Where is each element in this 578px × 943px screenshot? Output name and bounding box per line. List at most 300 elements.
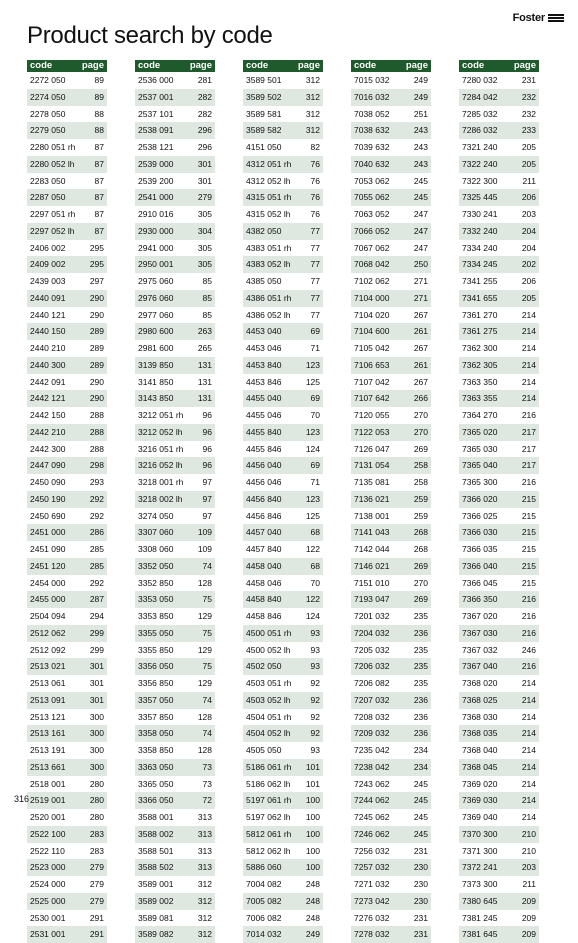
table-row bbox=[351, 826, 431, 843]
product-code: 4151 050 bbox=[246, 142, 282, 152]
product-code: 7278 032 bbox=[354, 929, 390, 940]
table-row bbox=[243, 826, 323, 843]
table-row bbox=[351, 776, 431, 793]
page-reference: 100 bbox=[305, 812, 320, 822]
product-code: 3218 001 rh bbox=[138, 477, 184, 487]
table-row bbox=[27, 139, 107, 156]
product-code: 4315 052 lh bbox=[246, 209, 291, 219]
page-reference: 297 bbox=[89, 276, 104, 286]
table-row bbox=[27, 223, 107, 240]
product-code: 7244 062 bbox=[354, 795, 390, 806]
page-reference: 69 bbox=[310, 326, 320, 337]
table-row bbox=[135, 307, 215, 324]
product-code: 3356 850 bbox=[138, 678, 174, 688]
table-row bbox=[459, 407, 539, 424]
table-row bbox=[243, 859, 323, 876]
product-code: 3588 501 bbox=[138, 845, 174, 856]
page-reference: 71 bbox=[310, 343, 320, 353]
table-row bbox=[459, 106, 539, 123]
table-row bbox=[243, 256, 323, 273]
table-row bbox=[135, 843, 215, 860]
page-reference: 204 bbox=[521, 242, 536, 253]
table-row bbox=[135, 106, 215, 123]
product-code: 2524 000 bbox=[30, 879, 66, 889]
table-row bbox=[351, 725, 431, 742]
table-row bbox=[351, 223, 431, 240]
page-reference: 289 bbox=[89, 359, 104, 370]
page-reference: 289 bbox=[89, 326, 104, 337]
table-row bbox=[135, 742, 215, 759]
page-reference: 214 bbox=[521, 393, 536, 404]
page-reference: 268 bbox=[413, 527, 428, 538]
page-reference: 245 bbox=[413, 175, 428, 186]
product-code: 3355 050 bbox=[138, 627, 174, 638]
product-code: 4455 040 bbox=[246, 393, 282, 404]
table-row bbox=[135, 122, 215, 139]
product-code: 3141 850 bbox=[138, 376, 174, 387]
table-row bbox=[243, 374, 323, 391]
page-reference: 82 bbox=[310, 142, 320, 152]
product-code: 4315 051 rh bbox=[246, 192, 292, 203]
product-code: 3363 050 bbox=[138, 761, 174, 772]
page-reference: 304 bbox=[197, 225, 212, 236]
table-row bbox=[243, 642, 323, 659]
table-row bbox=[135, 524, 215, 541]
page-reference: 93 bbox=[310, 644, 320, 655]
table-row bbox=[459, 307, 539, 324]
table-row bbox=[351, 524, 431, 541]
page-reference: 123 bbox=[305, 426, 320, 437]
table-row bbox=[135, 926, 215, 943]
product-code: 2910 016 bbox=[138, 209, 174, 219]
table-row bbox=[135, 357, 215, 374]
product-code: 7363 355 bbox=[462, 393, 498, 404]
product-code: 7053 062 bbox=[354, 175, 390, 186]
page-reference: 109 bbox=[197, 544, 212, 554]
page-reference: 292 bbox=[89, 510, 104, 521]
page-reference: 280 bbox=[89, 778, 104, 789]
page-reference: 101 bbox=[305, 761, 320, 772]
table-row bbox=[135, 692, 215, 709]
page-reference: 232 bbox=[521, 91, 536, 102]
product-code: 7006 082 bbox=[246, 912, 282, 923]
table-row bbox=[459, 675, 539, 692]
product-code: 7014 032 bbox=[246, 929, 282, 940]
page-reference: 214 bbox=[521, 711, 536, 722]
product-code: 7366 020 bbox=[462, 493, 498, 504]
product-code: 2531 001 bbox=[30, 929, 66, 940]
product-code: 7193 047 bbox=[354, 594, 390, 605]
product-code: 7330 241 bbox=[462, 209, 498, 219]
page-reference: 312 bbox=[305, 125, 320, 136]
table-row bbox=[243, 742, 323, 759]
product-code: 4505 050 bbox=[246, 745, 282, 755]
product-code: 2440 121 bbox=[30, 309, 66, 320]
page-reference: 313 bbox=[197, 845, 212, 856]
table-row bbox=[351, 407, 431, 424]
table-row bbox=[27, 625, 107, 642]
product-code: 3588 001 bbox=[138, 812, 174, 822]
product-code: 2442 210 bbox=[30, 426, 66, 437]
table-row bbox=[243, 357, 323, 374]
table-row bbox=[27, 122, 107, 139]
product-code: 2520 001 bbox=[30, 812, 66, 822]
page-reference: 261 bbox=[413, 359, 428, 370]
table-row bbox=[27, 725, 107, 742]
product-code: 7135 081 bbox=[354, 477, 390, 487]
table-row bbox=[135, 474, 215, 491]
product-code: 2513 191 bbox=[30, 745, 66, 755]
page-reference: 249 bbox=[413, 91, 428, 102]
product-code: 7138 001 bbox=[354, 510, 390, 521]
product-code: 3218 002 lh bbox=[138, 493, 183, 504]
page-reference: 288 bbox=[89, 426, 104, 437]
page-reference: 125 bbox=[305, 510, 320, 521]
table-row bbox=[135, 273, 215, 290]
table-row bbox=[27, 156, 107, 173]
product-code: 2274 050 bbox=[30, 91, 66, 102]
page-reference: 96 bbox=[202, 443, 212, 454]
page-reference: 69 bbox=[310, 393, 320, 404]
table-row bbox=[135, 457, 215, 474]
page-reference: 203 bbox=[521, 209, 536, 219]
page-reference: 300 bbox=[89, 711, 104, 722]
table-row bbox=[351, 843, 431, 860]
table-row bbox=[459, 625, 539, 642]
product-code: 7038 632 bbox=[354, 125, 390, 136]
page-reference: 247 bbox=[413, 209, 428, 219]
table-row bbox=[459, 859, 539, 876]
table-row bbox=[459, 910, 539, 927]
page-reference: 312 bbox=[197, 929, 212, 940]
page-reference: 128 bbox=[197, 577, 212, 588]
page-reference: 100 bbox=[305, 845, 320, 856]
product-code: 2513 021 bbox=[30, 661, 66, 672]
table-row bbox=[351, 893, 431, 910]
page-reference: 97 bbox=[202, 477, 212, 487]
page-reference: 249 bbox=[413, 75, 428, 85]
page-reference: 214 bbox=[521, 728, 536, 739]
table-row bbox=[459, 474, 539, 491]
table-row bbox=[135, 591, 215, 608]
page-reference: 76 bbox=[310, 209, 320, 219]
product-code: 3357 050 bbox=[138, 694, 174, 705]
table-row bbox=[459, 89, 539, 106]
product-code: 2278 050 bbox=[30, 108, 66, 119]
table-row bbox=[135, 826, 215, 843]
product-code: 7368 030 bbox=[462, 711, 498, 722]
table-row bbox=[27, 290, 107, 307]
product-code: 3589 081 bbox=[138, 912, 174, 923]
product-code: 7122 053 bbox=[354, 426, 390, 437]
table-row bbox=[27, 407, 107, 424]
table-row bbox=[351, 106, 431, 123]
table-row bbox=[27, 675, 107, 692]
product-code: 3365 050 bbox=[138, 778, 174, 789]
page-reference: 243 bbox=[413, 158, 428, 169]
page-reference: 73 bbox=[202, 761, 212, 772]
page-reference: 70 bbox=[310, 577, 320, 588]
page-reference: 279 bbox=[89, 862, 104, 873]
table-row bbox=[27, 491, 107, 508]
page-reference: 209 bbox=[521, 929, 536, 940]
page-reference: 217 bbox=[521, 460, 536, 471]
page-reference: 300 bbox=[89, 745, 104, 755]
product-code: 4500 052 lh bbox=[246, 644, 291, 655]
product-code: 7104 000 bbox=[354, 292, 390, 303]
page-reference: 122 bbox=[305, 594, 320, 605]
table-row bbox=[351, 759, 431, 776]
brand-name: Foster bbox=[512, 12, 545, 24]
table-row bbox=[135, 893, 215, 910]
product-code: 4456 846 bbox=[246, 510, 282, 521]
table-row bbox=[243, 223, 323, 240]
table-row bbox=[135, 424, 215, 441]
table-row bbox=[243, 290, 323, 307]
brand-stripes-icon bbox=[548, 14, 564, 22]
page-reference: 313 bbox=[197, 828, 212, 839]
table-row bbox=[243, 893, 323, 910]
product-code: 2512 062 bbox=[30, 627, 66, 638]
table-row bbox=[243, 340, 323, 357]
page-reference: 214 bbox=[521, 376, 536, 387]
product-code: 7235 042 bbox=[354, 745, 390, 755]
table-row bbox=[351, 792, 431, 809]
page-reference: 214 bbox=[521, 309, 536, 320]
page-reference: 206 bbox=[521, 192, 536, 203]
table-row bbox=[243, 407, 323, 424]
product-code: 2440 150 bbox=[30, 326, 66, 337]
product-code: 2941 000 bbox=[138, 242, 174, 253]
product-code: 3353 850 bbox=[138, 611, 174, 621]
table-row bbox=[459, 709, 539, 726]
page-reference: 288 bbox=[89, 410, 104, 420]
product-code: 3366 050 bbox=[138, 795, 174, 806]
page-reference: 77 bbox=[310, 292, 320, 303]
table-row bbox=[459, 926, 539, 943]
product-code: 2440 300 bbox=[30, 359, 66, 370]
page-reference: 283 bbox=[89, 828, 104, 839]
page-reference: 290 bbox=[89, 376, 104, 387]
product-code: 4383 051 rh bbox=[246, 242, 292, 253]
table-row bbox=[459, 273, 539, 290]
table-row bbox=[459, 524, 539, 541]
page-reference: 92 bbox=[310, 694, 320, 705]
table-row bbox=[459, 290, 539, 307]
table-row bbox=[459, 725, 539, 742]
page-reference: 299 bbox=[89, 644, 104, 655]
page-reference: 245 bbox=[413, 795, 428, 806]
product-code: 7271 032 bbox=[354, 879, 390, 889]
table-row bbox=[243, 424, 323, 441]
product-code: 3307 060 bbox=[138, 527, 174, 538]
table-row bbox=[243, 843, 323, 860]
product-code: 7015 032 bbox=[354, 75, 390, 85]
table-row bbox=[459, 441, 539, 458]
table-row bbox=[351, 240, 431, 257]
table-row bbox=[243, 474, 323, 491]
product-code: 3358 050 bbox=[138, 728, 174, 739]
product-code: 3589 501 bbox=[246, 75, 282, 85]
product-code: 3355 850 bbox=[138, 644, 174, 655]
table-row bbox=[135, 675, 215, 692]
product-code: 2442 091 bbox=[30, 376, 66, 387]
table-row bbox=[459, 591, 539, 608]
table-row bbox=[351, 876, 431, 893]
column-header bbox=[351, 60, 431, 72]
table-row bbox=[351, 441, 431, 458]
page-reference: 301 bbox=[89, 661, 104, 672]
page-reference: 269 bbox=[413, 560, 428, 571]
table-row bbox=[135, 725, 215, 742]
product-code: 2981 600 bbox=[138, 343, 174, 353]
header-page-label: page bbox=[405, 60, 428, 71]
page-reference: 287 bbox=[89, 594, 104, 605]
page-reference: 71 bbox=[310, 477, 320, 487]
column-header bbox=[243, 60, 323, 72]
product-code: 7367 032 bbox=[462, 644, 498, 655]
page-reference: 77 bbox=[310, 276, 320, 286]
page-reference: 216 bbox=[521, 611, 536, 621]
header-page-label: page bbox=[189, 60, 212, 71]
product-code: 7104 020 bbox=[354, 309, 390, 320]
table-row bbox=[27, 776, 107, 793]
product-code: 5812 062 lh bbox=[246, 845, 291, 856]
table-row bbox=[243, 792, 323, 809]
page-reference: 301 bbox=[197, 175, 212, 186]
table-row bbox=[243, 591, 323, 608]
page-reference: 294 bbox=[89, 611, 104, 621]
product-code: 4458 840 bbox=[246, 594, 282, 605]
table-row bbox=[243, 725, 323, 742]
table-row bbox=[459, 206, 539, 223]
page-reference: 259 bbox=[413, 510, 428, 521]
column-header bbox=[459, 60, 539, 72]
table-row bbox=[243, 776, 323, 793]
page-reference: 214 bbox=[521, 326, 536, 337]
table-row bbox=[135, 859, 215, 876]
product-code: 7365 040 bbox=[462, 460, 498, 471]
product-code: 4386 051 rh bbox=[246, 292, 292, 303]
product-code: 5812 061 rh bbox=[246, 828, 292, 839]
page-reference: 313 bbox=[197, 862, 212, 873]
product-code: 7280 032 bbox=[462, 75, 498, 85]
table-row bbox=[351, 642, 431, 659]
table-row bbox=[135, 223, 215, 240]
table-row bbox=[459, 156, 539, 173]
code-column-3 bbox=[243, 60, 323, 943]
page-reference: 97 bbox=[202, 493, 212, 504]
product-code: 4456 040 bbox=[246, 460, 282, 471]
product-code: 2450 190 bbox=[30, 493, 66, 504]
table-row bbox=[243, 809, 323, 826]
product-code: 4455 840 bbox=[246, 426, 282, 437]
page-reference: 267 bbox=[413, 343, 428, 353]
table-row bbox=[351, 256, 431, 273]
page-reference: 93 bbox=[310, 627, 320, 638]
page-reference: 282 bbox=[197, 108, 212, 119]
product-code: 3588 002 bbox=[138, 828, 174, 839]
table-row bbox=[243, 658, 323, 675]
product-code: 7341 655 bbox=[462, 292, 498, 303]
page-reference: 286 bbox=[89, 527, 104, 538]
product-code: 7334 240 bbox=[462, 242, 498, 253]
page-reference: 68 bbox=[310, 527, 320, 538]
table-row bbox=[459, 256, 539, 273]
page-reference: 214 bbox=[521, 812, 536, 822]
table-row bbox=[27, 910, 107, 927]
product-code: 2451 120 bbox=[30, 560, 66, 571]
product-code: 7131 054 bbox=[354, 460, 390, 471]
page-reference: 301 bbox=[89, 694, 104, 705]
product-code: 2519 001 bbox=[30, 795, 66, 806]
page-reference: 68 bbox=[310, 560, 320, 571]
page-reference: 209 bbox=[521, 912, 536, 923]
table-row bbox=[351, 156, 431, 173]
table-row bbox=[243, 307, 323, 324]
product-code: 7369 030 bbox=[462, 795, 498, 806]
table-row bbox=[27, 591, 107, 608]
page-reference: 205 bbox=[521, 292, 536, 303]
table-row bbox=[27, 424, 107, 441]
product-code: 3353 050 bbox=[138, 594, 174, 605]
table-row bbox=[351, 72, 431, 89]
product-code: 7066 052 bbox=[354, 225, 390, 236]
product-code: 2440 091 bbox=[30, 292, 66, 303]
page-reference: 93 bbox=[310, 745, 320, 755]
table-row bbox=[27, 357, 107, 374]
page-reference: 312 bbox=[197, 879, 212, 889]
page-reference: 231 bbox=[413, 845, 428, 856]
product-code: 7366 025 bbox=[462, 510, 498, 521]
product-code: 3589 581 bbox=[246, 108, 282, 119]
product-code: 2977 060 bbox=[138, 309, 174, 320]
product-code: 2442 121 bbox=[30, 393, 66, 404]
page-reference: 109 bbox=[197, 527, 212, 538]
product-code: 3589 001 bbox=[138, 879, 174, 889]
product-code: 7367 020 bbox=[462, 611, 498, 621]
page-reference: 236 bbox=[413, 694, 428, 705]
table-row bbox=[459, 826, 539, 843]
table-row bbox=[459, 642, 539, 659]
page-reference: 231 bbox=[521, 75, 536, 85]
table-row bbox=[351, 357, 431, 374]
table-row bbox=[135, 240, 215, 257]
page-reference: 258 bbox=[413, 460, 428, 471]
header-page-label: page bbox=[81, 60, 104, 71]
page-reference: 301 bbox=[197, 158, 212, 169]
product-code: 7245 062 bbox=[354, 812, 390, 822]
page-reference: 209 bbox=[521, 895, 536, 906]
table-row bbox=[27, 575, 107, 592]
product-code: 7146 021 bbox=[354, 560, 390, 571]
table-row bbox=[135, 173, 215, 190]
page-reference: 250 bbox=[413, 259, 428, 270]
table-row bbox=[243, 608, 323, 625]
product-code: 7366 045 bbox=[462, 577, 498, 588]
page-reference: 73 bbox=[202, 778, 212, 789]
page-reference: 77 bbox=[310, 309, 320, 320]
page-reference: 76 bbox=[310, 175, 320, 186]
product-code: 2297 051 rh bbox=[30, 209, 76, 219]
product-code: 7365 030 bbox=[462, 443, 498, 454]
product-code: 2297 052 lh bbox=[30, 225, 75, 236]
product-code: 7371 300 bbox=[462, 845, 498, 856]
table-row bbox=[351, 675, 431, 692]
product-code: 3212 051 rh bbox=[138, 410, 184, 420]
product-code: 2451 000 bbox=[30, 527, 66, 538]
product-code: 7206 032 bbox=[354, 661, 390, 672]
